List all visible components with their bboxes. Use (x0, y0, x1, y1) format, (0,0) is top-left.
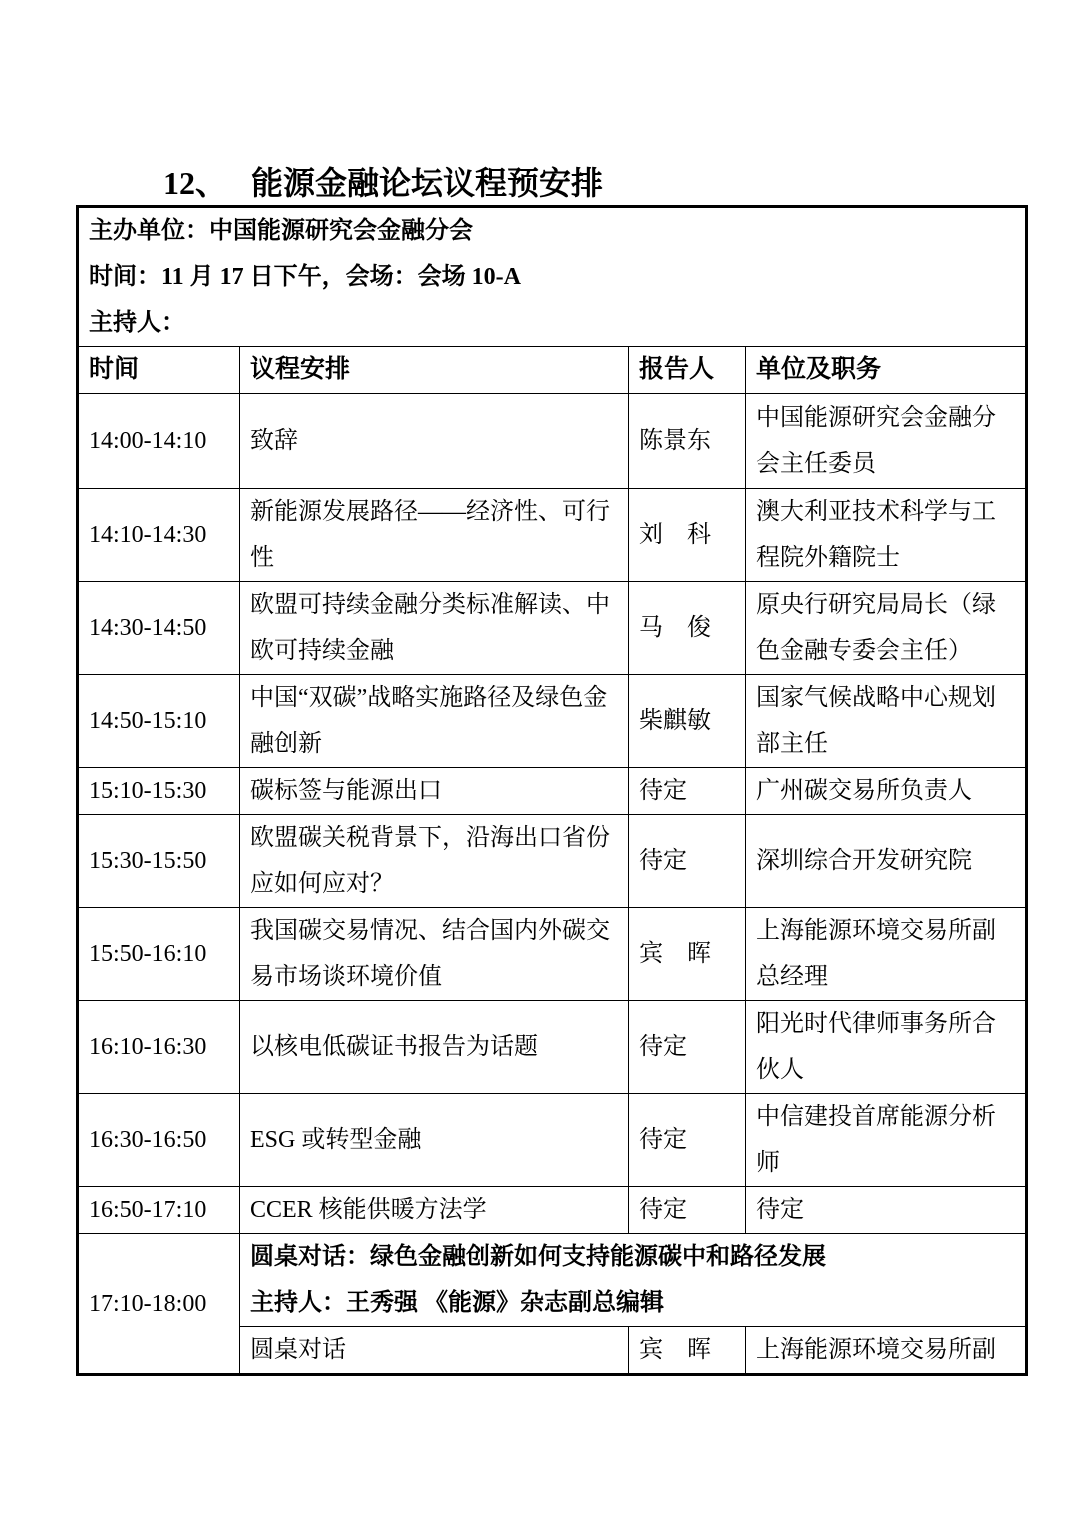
cell-time: 16:50-17:10 (78, 1187, 240, 1234)
cell-agenda: 碳标签与能源出口 (240, 768, 629, 815)
cell-speaker: 待定 (629, 815, 746, 908)
cell-speaker: 待定 (629, 1187, 746, 1234)
cell-agenda: 中国“双碳”战略实施路径及绿色金融创新 (240, 675, 629, 768)
cell-org: 深圳综合开发研究院 (746, 815, 1027, 908)
header-time: 时间 (78, 347, 240, 394)
cell-org: 中信建投首席能源分析师 (746, 1094, 1027, 1187)
page-title (163, 158, 603, 204)
cell-time: 15:50-16:10 (78, 908, 240, 1001)
cell-speaker: 待定 (629, 1094, 746, 1187)
roundtable-topic: 圆桌对话：绿色金融创新如何支持能源碳中和路径发展 (250, 1244, 826, 1270)
info-organizer: 主办单位：中国能源研究会金融分会 (89, 218, 473, 244)
header-speaker: 报告人 (629, 347, 746, 394)
cell-speaker: 刘 科 (629, 489, 746, 582)
table-row (78, 815, 1027, 908)
cell-speaker: 待定 (629, 1001, 746, 1094)
cell-org: 原央行研究局局长（绿色金融专委会主任） (746, 582, 1027, 675)
cell-agenda: 新能源发展路径——经济性、可行性 (240, 489, 629, 582)
table-row (78, 768, 1027, 815)
cell-org: 中国能源研究会金融分会主任委员 (746, 394, 1027, 489)
cell-time: 14:00-14:10 (78, 394, 240, 489)
cell-org: 阳光时代律师事务所合伙人 (746, 1001, 1027, 1094)
roundtable-header-row (78, 1234, 1027, 1327)
cell-agenda: 欧盟可持续金融分类标准解读、中欧可持续金融 (240, 582, 629, 675)
cell-speaker: 待定 (629, 768, 746, 815)
cell-time: 14:50-15:10 (78, 675, 240, 768)
cell-agenda: 圆桌对话 (240, 1327, 629, 1375)
info-moderator: 主持人： (89, 310, 185, 336)
table-row (78, 582, 1027, 675)
cell-agenda: ESG 或转型金融 (240, 1094, 629, 1187)
cell-org: 澳大利亚技术科学与工程院外籍院士 (746, 489, 1027, 582)
cell-agenda: 我国碳交易情况、结合国内外碳交易市场谈环境价值 (240, 908, 629, 1001)
cell-time: 16:30-16:50 (78, 1094, 240, 1187)
header-org: 单位及职务 (746, 347, 1027, 394)
roundtable-merged-cell (240, 1234, 1027, 1327)
cell-time: 16:10-16:30 (78, 1001, 240, 1094)
cell-agenda: 致辞 (240, 394, 629, 489)
table-row (78, 489, 1027, 582)
info-row (78, 207, 1027, 347)
agenda-table (76, 205, 1028, 1376)
cell-speaker: 宾 晖 (629, 1327, 746, 1375)
cell-agenda: CCER 核能供暖方法学 (240, 1187, 629, 1234)
table-row (78, 675, 1027, 768)
cell-org: 广州碳交易所负责人 (746, 768, 1027, 815)
cell-speaker: 陈景东 (629, 394, 746, 489)
header-agenda: 议程安排 (240, 347, 629, 394)
roundtable-moderator: 主持人：王秀强 《能源》杂志副总编辑 (250, 1290, 664, 1316)
page-title-number: 12、 (163, 165, 228, 201)
cell-speaker: 柴麒敏 (629, 675, 746, 768)
table-row (78, 394, 1027, 489)
table-row (78, 1094, 1027, 1187)
cell-time: 15:10-15:30 (78, 768, 240, 815)
cell-agenda: 欧盟碳关税背景下，沿海出口省份应如何应对？ (240, 815, 629, 908)
cell-time: 14:30-14:50 (78, 582, 240, 675)
cell-time: 17:10-18:00 (78, 1234, 240, 1375)
cell-org: 上海能源环境交易所副总经理 (746, 908, 1027, 1001)
cell-org: 国家气候战略中心规划部主任 (746, 675, 1027, 768)
info-time-venue: 时间：11 月 17 日下午，会场：会场 10-A (89, 264, 521, 290)
table-row (78, 1187, 1027, 1234)
cell-agenda: 以核电低碳证书报告为话题 (240, 1001, 629, 1094)
cell-org: 待定 (746, 1187, 1027, 1234)
cell-time: 15:30-15:50 (78, 815, 240, 908)
cell-speaker: 马 俊 (629, 582, 746, 675)
cell-speaker: 宾 晖 (629, 908, 746, 1001)
cell-time: 14:10-14:30 (78, 489, 240, 582)
info-block (78, 207, 1027, 347)
cell-org: 上海能源环境交易所副 (746, 1327, 1027, 1375)
table-row (78, 908, 1027, 1001)
table-row (78, 1001, 1027, 1094)
table-header-row (78, 347, 1027, 394)
page-title-text: 能源金融论坛议程预安排 (251, 165, 604, 201)
